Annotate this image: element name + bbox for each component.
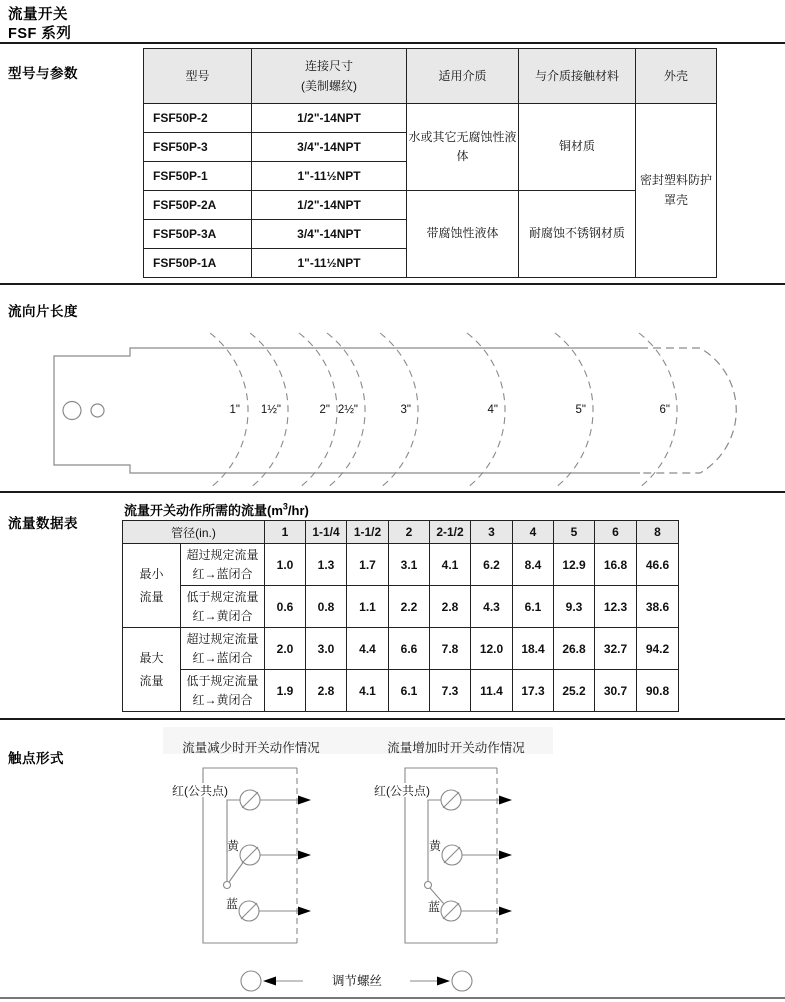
flow-value: 3.1 (389, 544, 430, 586)
max-flow-group-label (123, 628, 181, 712)
size-header: 1-1/2 (347, 521, 389, 544)
size-arc-5in (555, 333, 593, 488)
switch-pivot (224, 882, 231, 889)
condition-line2: 红→蓝闭合 (192, 650, 253, 665)
flow-value: 8.4 (513, 544, 554, 586)
adjustment-screw-row (241, 971, 472, 991)
flow-value: 6.2 (471, 544, 513, 586)
divider (0, 283, 785, 285)
group-label-line2: 流量 (139, 589, 164, 604)
flow-value: 12.9 (554, 544, 595, 586)
flow-value: 0.6 (265, 586, 306, 628)
flow-title-unit: /hr) (287, 503, 309, 518)
thread-cell: 3/4"-14NPT (252, 133, 407, 162)
group-label-line1: 最小 (139, 566, 164, 581)
red-common-label: 红(公共点) (172, 784, 228, 798)
flow-value: 3.0 (306, 628, 347, 670)
col-header-connection-line2: (美制螺纹) (301, 79, 357, 93)
screw-circle-right (452, 971, 472, 991)
right-diagram-title: 流量增加时开关动作情况 (387, 741, 525, 755)
section-heading-models: 型号与参数 (8, 66, 78, 81)
thread-cell: 1/2"-14NPT (252, 104, 407, 133)
screw-circle-left (241, 971, 261, 991)
size-arc-4in (467, 333, 505, 488)
table-row (123, 670, 679, 712)
terminal-slash (242, 792, 258, 808)
blue-label: 蓝 (225, 897, 238, 911)
thread-cell: 3/4"-14NPT (252, 220, 407, 249)
models-header-row (144, 49, 717, 104)
size-arc-6in (639, 333, 677, 488)
arrow-icon (499, 796, 512, 805)
contact-diagrams (0, 725, 785, 1000)
condition-line1: 超过规定流量 (186, 631, 259, 646)
col-header-connection-line1: 连接尺寸 (304, 58, 353, 73)
arrow-icon (499, 851, 512, 860)
flow-title-text: 流量开关动作所需的流量(m (124, 503, 283, 518)
table-row (123, 586, 679, 628)
housing-cell: 密封塑料防护罩壳 (636, 104, 717, 278)
size-label: 4" (487, 404, 498, 416)
model-cell: FSF50P-2A (144, 191, 252, 220)
left-arrowheads (298, 796, 311, 916)
flow-table (122, 520, 679, 712)
size-header: 5 (554, 521, 595, 544)
flow-value: 30.7 (595, 670, 637, 712)
flow-value: 4.1 (430, 544, 471, 586)
mounting-hole-large (63, 402, 81, 420)
flow-value: 18.4 (513, 628, 554, 670)
table-row (144, 104, 717, 133)
size-header: 2 (389, 521, 430, 544)
flow-value: 0.8 (306, 586, 347, 628)
arrow-icon (499, 907, 512, 916)
flow-value: 2.8 (306, 670, 347, 712)
flow-value: 46.6 (637, 544, 679, 586)
yellow-label: 黄 (226, 839, 239, 853)
model-cell: FSF50P-1A (144, 249, 252, 278)
arrow-icon (298, 851, 311, 860)
vane-dashed-end (640, 348, 736, 473)
vane-length-diagram (0, 325, 785, 500)
flow-value: 6.1 (389, 670, 430, 712)
col-header-housing: 外壳 (636, 49, 717, 104)
size-label: 6" (659, 404, 670, 416)
section-heading-flow: 流量数据表 (8, 516, 78, 531)
flow-value: 12.3 (595, 586, 637, 628)
condition-line2: 红→黄闭合 (192, 608, 253, 623)
flow-value: 4.1 (347, 670, 389, 712)
terminal-slash (444, 847, 460, 863)
blue-label: 蓝 (427, 900, 440, 914)
terminal-slash (443, 903, 459, 919)
size-arc-2in (299, 333, 337, 488)
condition-line2: 红→蓝闭合 (192, 566, 253, 581)
flow-value: 7.3 (430, 670, 471, 712)
thread-cell: 1"-11½NPT (252, 162, 407, 191)
flow-value: 7.8 (430, 628, 471, 670)
divider (0, 491, 785, 493)
section-heading-vane: 流向片长度 (8, 304, 78, 319)
medium-cell-top: 水或其它无腐蚀性液体 (407, 104, 519, 191)
size-label: 1½" (260, 404, 281, 416)
min-flow-group-label (123, 544, 181, 628)
flow-value: 6.6 (389, 628, 430, 670)
size-label: 2" (319, 404, 330, 416)
flow-table-title (124, 500, 309, 519)
flow-value: 1.3 (306, 544, 347, 586)
model-cell: FSF50P-1 (144, 162, 252, 191)
condition-cell (181, 670, 265, 712)
flow-value: 11.4 (471, 670, 513, 712)
medium-cell-bottom: 带腐蚀性液体 (407, 191, 519, 278)
section-heading-contacts: 触点形式 (8, 751, 64, 766)
pipe-diameter-header: 管径(in.) (123, 521, 265, 544)
size-header: 1 (265, 521, 306, 544)
flow-value: 2.2 (389, 586, 430, 628)
condition-line1: 低于规定流量 (186, 589, 259, 604)
flow-value: 94.2 (637, 628, 679, 670)
thread-cell: 1/2"-14NPT (252, 191, 407, 220)
arrow-icon (298, 796, 311, 805)
size-arc-3in (380, 333, 418, 488)
divider (0, 718, 785, 720)
mounting-hole-small (91, 404, 104, 417)
size-label: 2½" (337, 404, 358, 416)
flow-value: 1.1 (347, 586, 389, 628)
screw-label: 调节螺丝 (331, 974, 383, 988)
divider (0, 997, 785, 999)
flow-value: 26.8 (554, 628, 595, 670)
flow-value: 12.0 (471, 628, 513, 670)
flow-title-superscript: 3 (282, 501, 288, 512)
flow-value: 16.8 (595, 544, 637, 586)
condition-cell (181, 544, 265, 586)
condition-cell (181, 628, 265, 670)
flow-value: 2.8 (430, 586, 471, 628)
thread-cell: 1"-11½NPT (252, 249, 407, 278)
group-label-line2: 流量 (139, 673, 164, 688)
col-header-medium: 适用介质 (407, 49, 519, 104)
size-header: 1-1/4 (306, 521, 347, 544)
flow-value: 25.2 (554, 670, 595, 712)
size-label: 3" (400, 404, 411, 416)
size-header: 2-1/2 (430, 521, 471, 544)
table-row (123, 544, 679, 586)
size-header: 3 (471, 521, 513, 544)
size-header: 4 (513, 521, 554, 544)
flow-value: 32.7 (595, 628, 637, 670)
flow-value: 17.3 (513, 670, 554, 712)
flow-value: 4.3 (471, 586, 513, 628)
arrow-icon (298, 907, 311, 916)
col-header-material: 与介质接触材料 (519, 49, 636, 104)
flow-value: 1.0 (265, 544, 306, 586)
left-diagram-title: 流量减少时开关动作情况 (182, 741, 320, 755)
divider (0, 42, 785, 44)
condition-line1: 低于规定流量 (186, 673, 259, 688)
yellow-label: 黄 (428, 839, 441, 853)
material-cell-top: 铜材质 (519, 104, 636, 191)
condition-line2: 红→黄闭合 (192, 692, 253, 707)
switch-pivot (425, 882, 432, 889)
col-header-connection (252, 49, 407, 104)
series-title: FSF 系列 (8, 26, 72, 42)
models-table (143, 48, 717, 278)
terminal-slash (241, 903, 257, 919)
arrow-icon (263, 977, 276, 986)
condition-cell (181, 586, 265, 628)
flow-value: 6.1 (513, 586, 554, 628)
table-row (123, 628, 679, 670)
flow-value: 9.3 (554, 586, 595, 628)
condition-line1: 超过规定流量 (186, 547, 259, 562)
size-labels (230, 404, 670, 416)
right-arrowheads (499, 796, 512, 916)
flow-value: 38.6 (637, 586, 679, 628)
size-header: 8 (637, 521, 679, 544)
terminal-slash (443, 792, 459, 808)
red-common-label: 红(公共点) (374, 784, 430, 798)
flow-value: 90.8 (637, 670, 679, 712)
table-row (144, 191, 717, 220)
model-cell: FSF50P-3 (144, 133, 252, 162)
material-cell-bottom: 耐腐蚀不锈钢材质 (519, 191, 636, 278)
size-label: 1" (229, 404, 240, 416)
model-cell: FSF50P-2 (144, 104, 252, 133)
arrow-icon (437, 977, 450, 986)
terminal-slash (242, 847, 258, 863)
flow-value: 2.0 (265, 628, 306, 670)
product-title: 流量开关 (8, 7, 68, 23)
flow-value: 4.4 (347, 628, 389, 670)
flow-header-row (123, 521, 679, 544)
size-label: 5" (575, 404, 586, 416)
model-cell: FSF50P-3A (144, 220, 252, 249)
switch-lever-to-yellow (229, 863, 243, 883)
flow-value: 1.9 (265, 670, 306, 712)
size-header: 6 (595, 521, 637, 544)
flow-value: 1.7 (347, 544, 389, 586)
col-header-model: 型号 (144, 49, 252, 104)
group-label-line1: 最大 (139, 650, 164, 665)
